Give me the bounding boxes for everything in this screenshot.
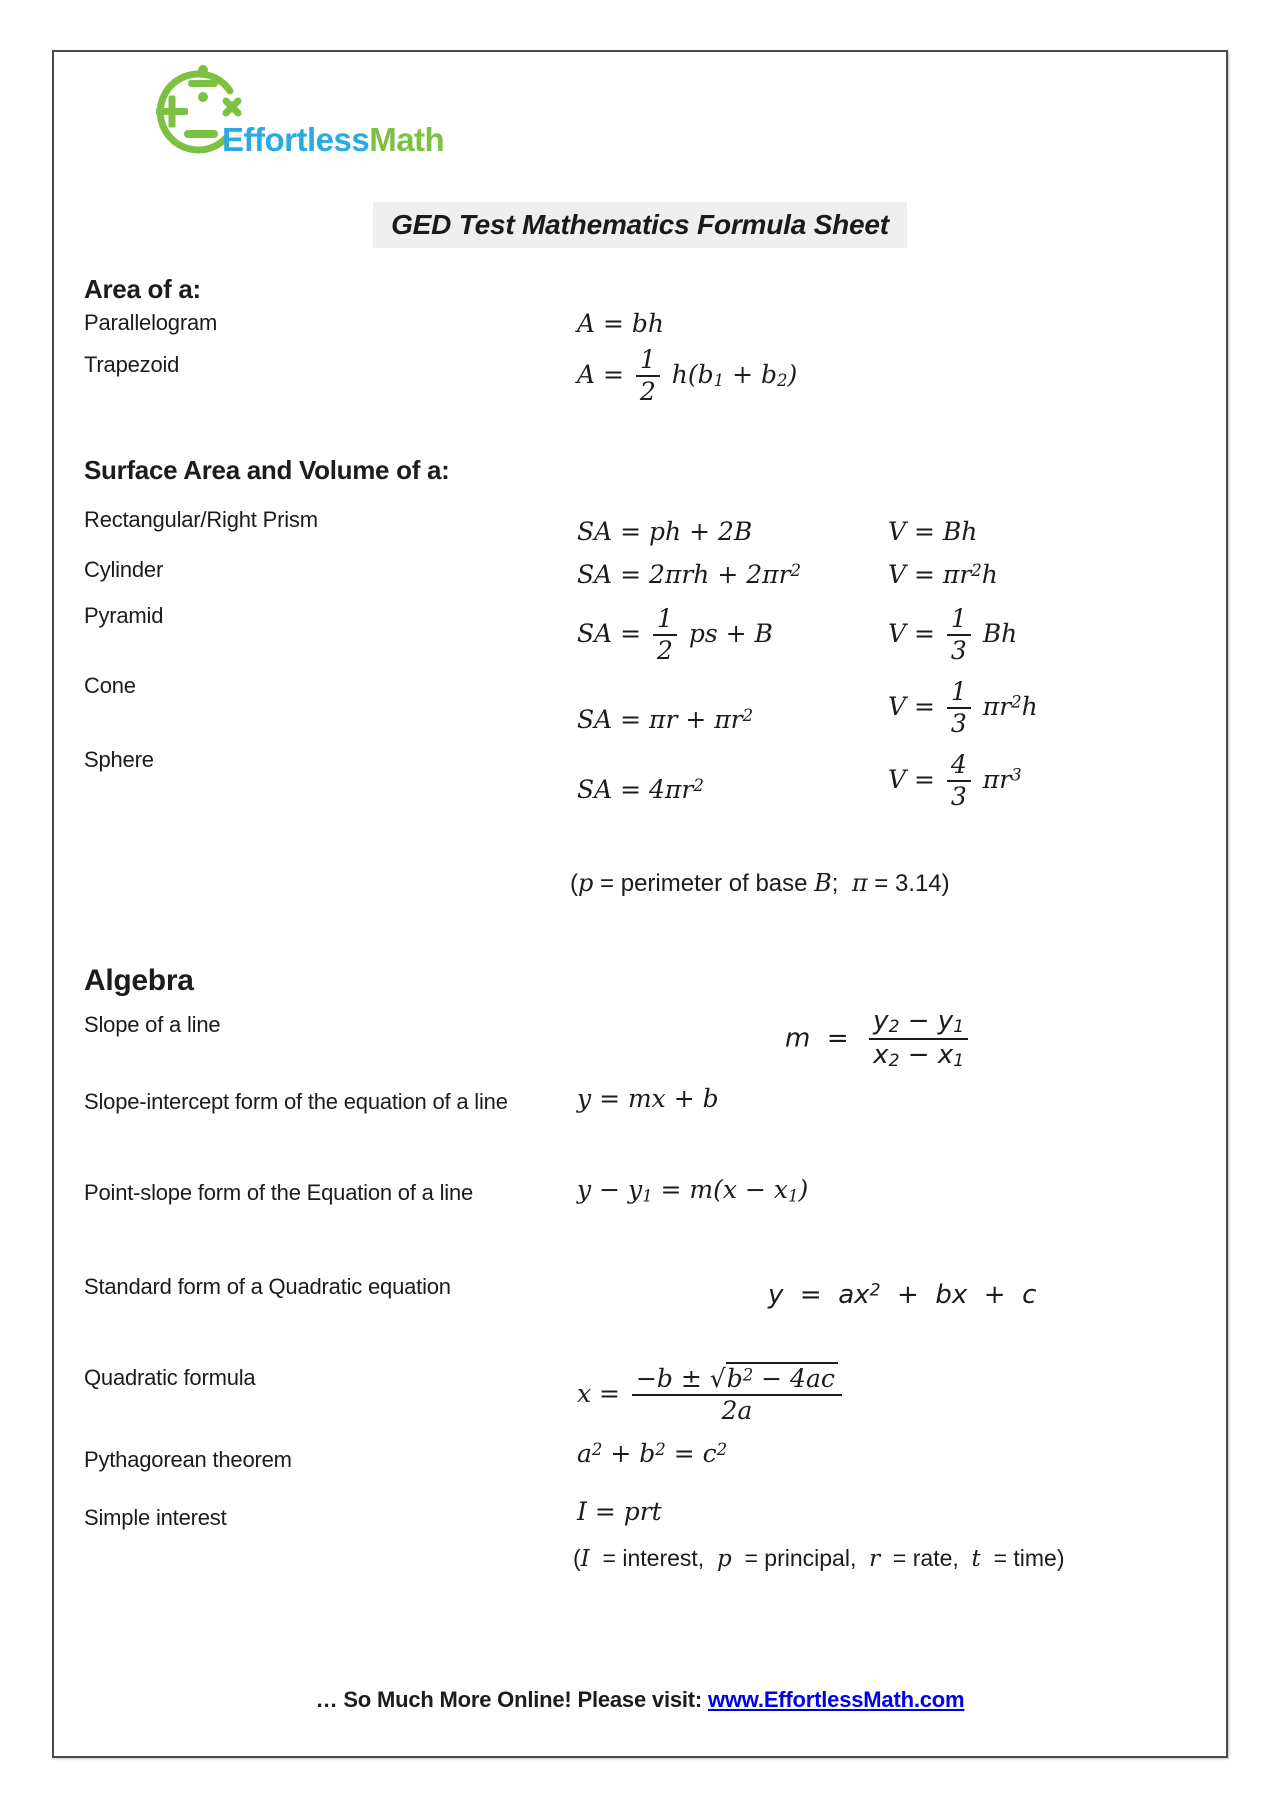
surface-v-sphere: V = $\frac{4}{3}$ $\pi r^3$ bbox=[888, 750, 1022, 812]
area-formula-parallelogram: A = bh bbox=[577, 309, 664, 338]
footer-link[interactable]: www.EffortlessMath.com bbox=[707, 1687, 965, 1712]
algebra-label-slope: Slope of a line bbox=[84, 1012, 221, 1037]
algebra-label-simple-interest: Simple interest bbox=[84, 1505, 227, 1530]
algebra-formula-point-slope: $y - y_1 = m(x - x_1)$ bbox=[577, 1175, 809, 1206]
surface-label-pyramid: Pyramid bbox=[84, 603, 164, 628]
surface-v-prism: V = Bh bbox=[888, 517, 978, 546]
algebra-formula-simple-interest: I = prt bbox=[577, 1497, 662, 1526]
algebra-formula-slope: m = $\frac{y_2 - y_1}{x_2 - x_1}$ bbox=[785, 1008, 972, 1070]
surface-sa-pyramid: SA = $\frac{1}{2}$ ps + B bbox=[577, 604, 773, 666]
surface-sa-cone: SA = $\pi r + \pi r^2$ bbox=[577, 705, 754, 734]
footer-text: … So Much More Online! Please visit: bbox=[315, 1687, 708, 1712]
algebra-label-slope-intercept: Slope-intercept form of the equation of a line bbox=[84, 1089, 508, 1114]
effortlessmath-logo bbox=[140, 58, 480, 163]
area-label-parallelogram: Parallelogram bbox=[84, 310, 218, 335]
perimeter-pi-note: (p = perimeter of base B; π = 3.14) bbox=[570, 869, 950, 897]
surface-heading: Surface Area and Volume of a: bbox=[84, 455, 450, 485]
algebra-formula-standard-quadratic: $y = ax^2$ + bx + c bbox=[768, 1280, 1037, 1310]
surface-label-cone: Cone bbox=[84, 673, 136, 698]
area-label-trapezoid: Trapezoid bbox=[84, 352, 180, 377]
algebra-label-point-slope: Point-slope form of the Equation of a line bbox=[84, 1180, 474, 1205]
surface-v-cylinder: $V = \pi r^2h$ bbox=[888, 560, 998, 589]
algebra-formula-quadratic-formula: x = $\frac{-b \pm √b^2 - 4ac}{2a}$ bbox=[577, 1366, 846, 1425]
interest-variables-note: (I = interest, p = principal, r = rate, t = time) bbox=[573, 1545, 1065, 1572]
title-row bbox=[0, 202, 1280, 248]
page-title: GED Test Mathematics Formula Sheet bbox=[373, 202, 907, 248]
surface-sa-sphere: SA = $4\pi r^2$ bbox=[577, 775, 704, 804]
surface-label-cylinder: Cylinder bbox=[84, 557, 164, 582]
surface-v-cone: V = $\frac{1}{3}$ $\pi r^2h$ bbox=[888, 677, 1038, 739]
surface-v-pyramid: V = $\frac{1}{3}$ Bh bbox=[888, 604, 1018, 666]
footer bbox=[0, 1687, 1280, 1713]
algebra-formula-slope-intercept: y = mx + b bbox=[577, 1084, 719, 1113]
surface-sa-cylinder: SA = $2\pi rh + 2\pi r^2$ bbox=[577, 560, 802, 589]
surface-label-prism: Rectangular/Right Prism bbox=[84, 507, 318, 532]
algebra-label-standard-quadratic: Standard form of a Quadratic equation bbox=[84, 1274, 451, 1299]
surface-label-sphere: Sphere bbox=[84, 747, 154, 772]
algebra-formula-pythagorean: $a^2 + b^2 = c^2$ bbox=[577, 1439, 728, 1468]
surface-sa-prism: SA = ph + 2B bbox=[577, 517, 753, 546]
logo-text: EffortlessMath bbox=[222, 121, 445, 158]
algebra-heading: Algebra bbox=[84, 964, 194, 997]
area-formula-trapezoid: A = $\frac{1}{2}$ $h(b_1 + b_2)$ bbox=[577, 345, 798, 407]
algebra-label-quadratic-formula: Quadratic formula bbox=[84, 1365, 256, 1390]
algebra-label-pythagorean: Pythagorean theorem bbox=[84, 1447, 292, 1472]
area-heading: Area of a: bbox=[84, 274, 201, 304]
